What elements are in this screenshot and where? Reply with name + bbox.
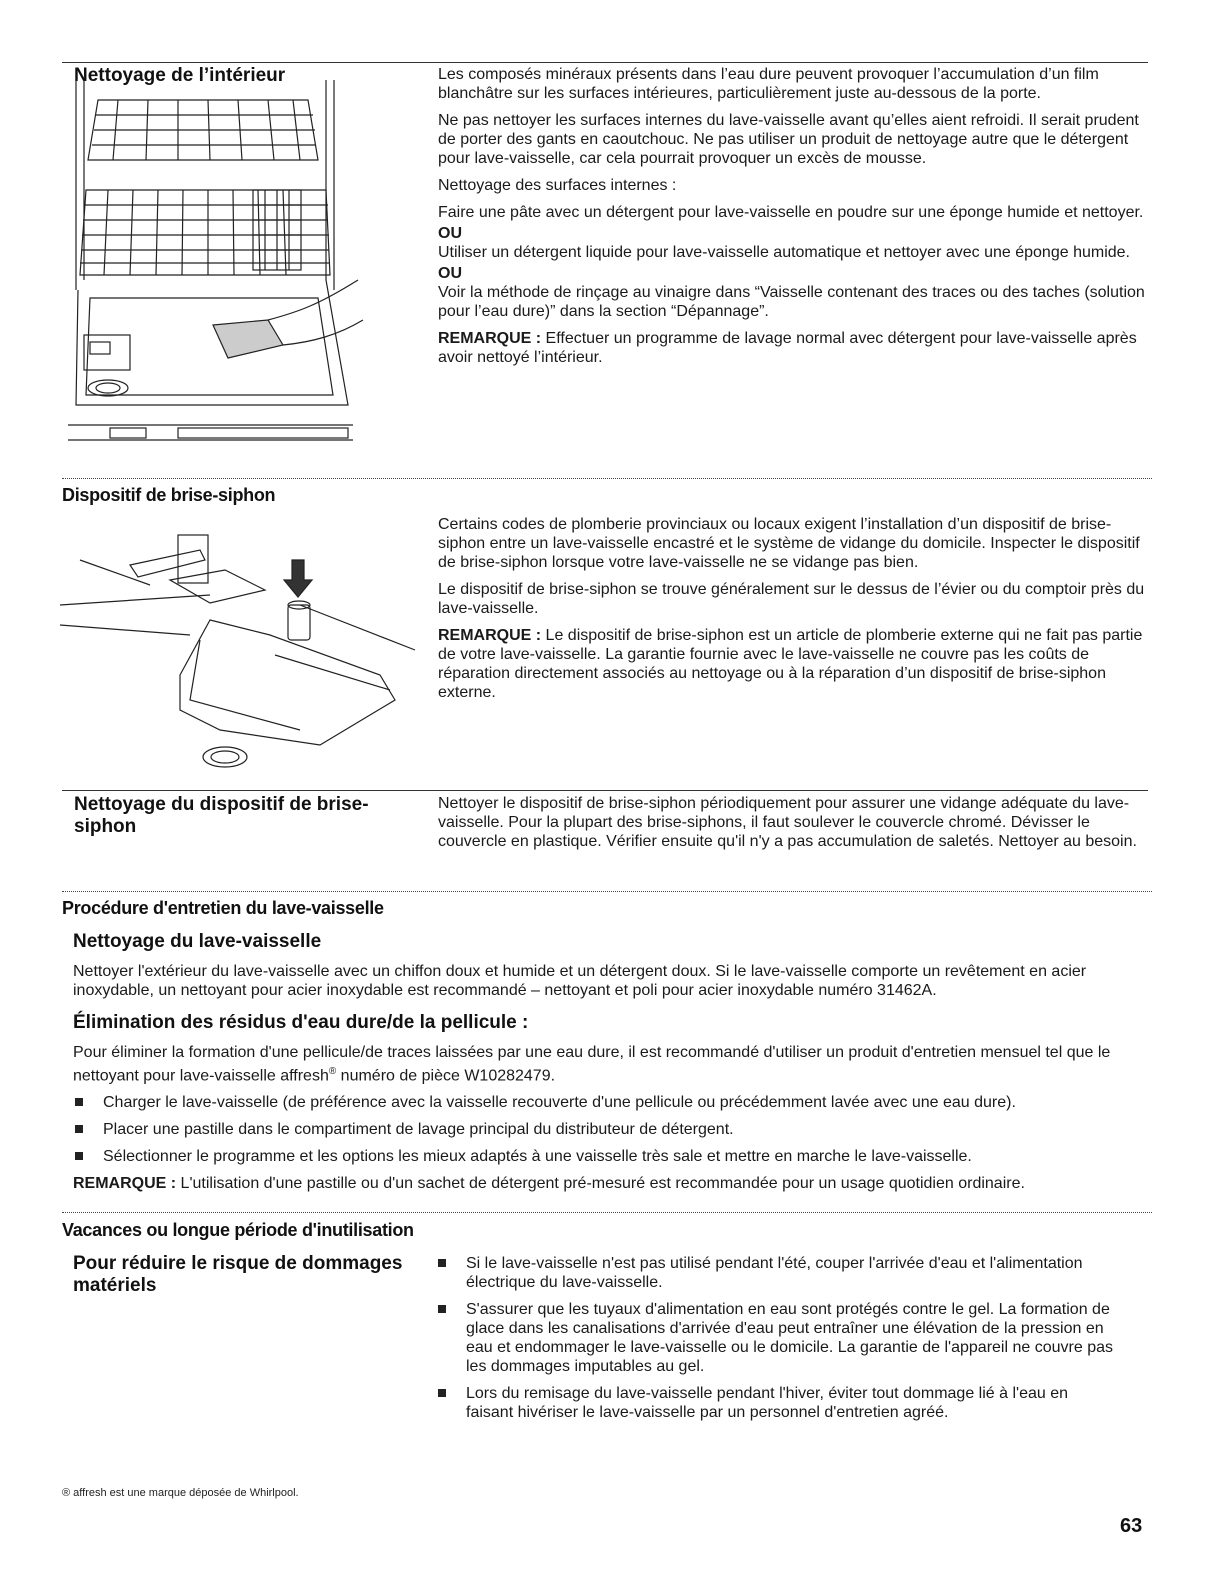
section-rule	[62, 790, 1148, 791]
page-number: 63	[1120, 1515, 1143, 1537]
section-title: Nettoyage du dispositif de brise-siphon	[74, 794, 369, 837]
paragraph: Les composés minéraux présents dans l’eau dure peuvent provoquer l’accumulation d’un film blanchâtre sur les surfaces intérieures, particulièrement juste au-dessous de la porte.	[438, 66, 1099, 102]
note-label: REMARQUE :	[438, 627, 542, 644]
paragraph: Nettoyer l'extérieur du lave-vaisselle avec un chiffon doux et humide et un détergent doux. Si le lave-vaisselle comporte un revêtement en acier inoxydable, un nettoyant pour acier inoxydable est recommandé – nettoyant et poli pour acier inoxydable numéro 31462A.	[73, 963, 1087, 999]
paragraph: Voir la méthode de rinçage au vinaigre dans “Vaisselle contenant des traces ou des taches (solution pour l’eau dure)” dans la section “Dépannage”.	[438, 284, 1145, 320]
section-title: Dispositif de brise-siphon	[62, 485, 276, 505]
paragraph: Certains codes de plomberie provinciaux ou locaux exigent l’installation d’un dispositif de brise-siphon entre un lave-vaisselle encastré et le système de vidange du domicile. Inspecter le dispositif de brise-siphon lorsque votre lave-vaisselle ne se vidange pas bien.	[438, 516, 1140, 571]
top-rule	[62, 62, 1148, 63]
paragraph: Nettoyage des surfaces internes :	[438, 177, 677, 194]
note-label: REMARQUE :	[438, 330, 542, 347]
paragraph: Le dispositif de brise-siphon se trouve généralement sur le dessus de l’évier ou du comptoir près du lave-vaisselle.	[438, 581, 1145, 617]
section-body	[438, 794, 1150, 859]
paragraph: Pour éliminer la formation d'une pellicule/de traces laissées par une eau dure, il est recommandé d'utiliser un produit d'entretien mensuel tel que le nettoyant pour lave-vaisselle affresh® numéro de pièce W10282479.	[73, 1044, 1111, 1085]
section-divider	[62, 1212, 1152, 1213]
or-label: OU	[438, 225, 462, 242]
subsection-title: Nettoyage du lave-vaisselle	[73, 931, 322, 952]
section-title: Nettoyage de l’intérieur	[74, 65, 286, 86]
list-item: Charger le lave-vaisselle (de préférence avec la vaisselle recouverte d'une pellicule ou précédemment lavée avec une eau dure).	[73, 1093, 1153, 1112]
section-body	[438, 65, 1148, 375]
list-item: Sélectionner le programme et les options les mieux adaptés à une vaisselle très sale et mettre en marche le lave-vaisselle.	[73, 1147, 1153, 1166]
list-item: S'assurer que les tuyaux d'alimentation en eau sont protégés contre le gel. La formation de glace dans les canalisations d'arrivée d'eau peut entraîner une élévation de la pression en eau et endommager le lave-vaisselle ou le domicile. La garantie de l'appareil ne couvre pas les dommages imputables au gel.	[436, 1300, 1116, 1376]
note	[438, 626, 1150, 702]
paragraph: Faire une pâte avec un détergent pour lave-vaisselle en poudre sur une éponge humide et nettoyer.	[438, 204, 1144, 221]
note-text: Effectuer un programme de lavage normal avec détergent pour lave-vaisselle après avoir nettoyé l’intérieur.	[438, 330, 1137, 366]
section-body	[438, 515, 1150, 710]
paragraph: Ne pas nettoyer les surfaces internes du lave-vaisselle avant qu’elles aient refroidi. Il serait prudent de porter des gants en caoutchouc. Ne pas utiliser un produit de nettoyage autre que le détergent pour lave-vaisselle, car cela pourrait provoquer un excès de mousse.	[438, 112, 1139, 167]
section-body	[436, 1254, 1116, 1430]
section-divider	[62, 891, 1152, 892]
footnote: ® affresh est une marque déposée de Whirlpool.	[62, 1487, 299, 1499]
section-body	[73, 1043, 1153, 1201]
dishwasher-interior-illustration	[68, 80, 368, 445]
note	[73, 1174, 1153, 1193]
note-label: REMARQUE :	[73, 1175, 177, 1193]
subsection-title: Élimination des résidus d'eau dure/de la pellicule :	[73, 1012, 529, 1033]
paragraph: Utiliser un détergent liquide pour lave-vaisselle automatique et nettoyer avec une éponge humide.	[438, 244, 1130, 261]
note-text: L'utilisation d'une pastille ou d'un sachet de détergent pré-mesuré est recommandée pour un usage quotidien ordinaire.	[176, 1175, 1025, 1193]
or-label: OU	[438, 265, 462, 282]
section-title: Vacances ou longue période d'inutilisation	[62, 1220, 414, 1240]
list-item: Si le lave-vaisselle n'est pas utilisé pendant l'été, couper l'arrivée d'eau et l'alimentation électrique du lave-vaisselle.	[436, 1254, 1116, 1292]
section-title: Procédure d'entretien du lave-vaisselle	[62, 898, 384, 918]
note-text: Le dispositif de brise-siphon est un article de plomberie externe qui ne fait pas partie de votre lave-vaisselle. La garantie fournie avec le lave-vaisselle ne couvre pas les coûts de réparation directement associés au nettoyage ou à la réparation d’un dispositif de brise-siphon externe.	[438, 627, 1143, 701]
air-gap-sink-illustration	[60, 525, 420, 775]
note	[438, 329, 1148, 367]
subsection-title: Pour réduire le risque de dommages matériels	[73, 1253, 403, 1296]
list-item: Placer une pastille dans le compartiment de lavage principal du distributeur de détergent.	[73, 1120, 1153, 1139]
paragraph: Nettoyer le dispositif de brise-siphon périodiquement pour assurer une vidange adéquate du lave-vaisselle. Pour la plupart des brise-siphons, il faut soulever le couvercle chromé. Dévisser le couvercle en plastique. Vérifier ensuite qu'il n'y a pas accumulation de saletés. Nettoyer au besoin.	[438, 795, 1137, 850]
list-item: Lors du remisage du lave-vaisselle pendant l'hiver, éviter tout dommage lié à l'eau en faisant hivériser le lave-vaisselle par un personnel d'entretien agréé.	[436, 1384, 1116, 1422]
section-divider	[62, 478, 1152, 479]
